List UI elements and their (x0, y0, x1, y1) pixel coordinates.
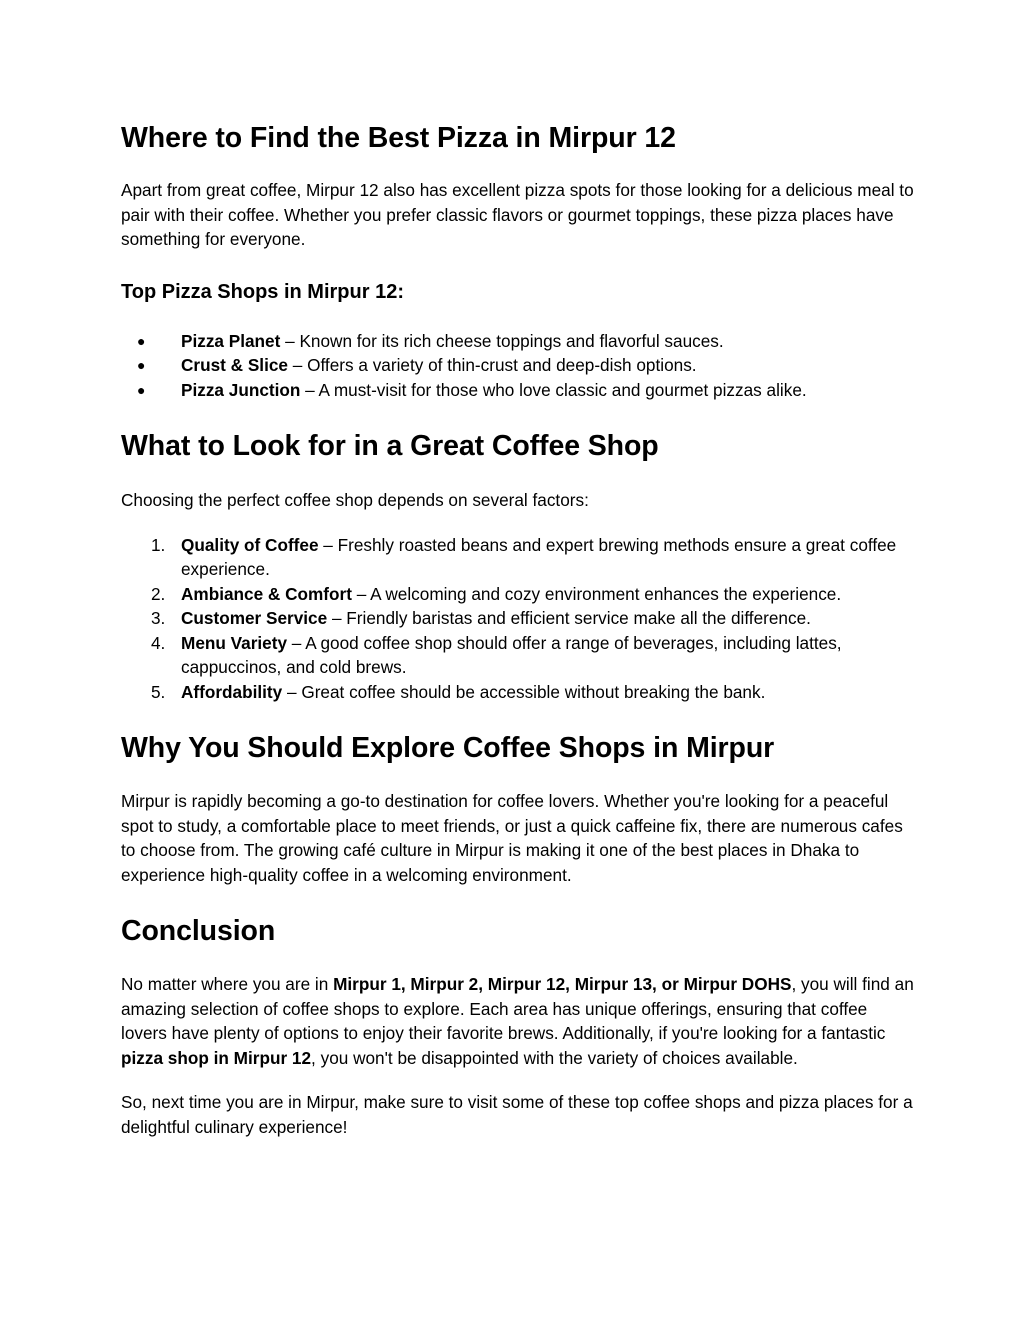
factor-name: Affordability (181, 681, 283, 702)
factor-description: – Friendly baristas and efficient service make all the difference. (327, 608, 811, 628)
bullet-marker: ● (137, 357, 146, 373)
list-item (121, 329, 914, 354)
heading-great-coffee-shop: What to Look for in a Great Coffee Shop (121, 430, 659, 462)
list-item (121, 378, 914, 403)
pizza-shops-list (121, 329, 914, 403)
list-item (121, 353, 914, 378)
shop-name: Pizza Planet (181, 330, 281, 351)
factor-description: – Great coffee should be accessible without breaking the bank. (282, 681, 766, 702)
conclusion-text: , you won't be disappointed with the variety of choices available. (311, 1047, 798, 1068)
shop-description: – Offers a variety of thin-crust and deep-dish options. (287, 355, 697, 375)
subheading-top-pizza-shops: Top Pizza Shops in Mirpur 12: (121, 280, 404, 303)
shop-name: Crust & Slice (181, 355, 288, 375)
factor-name: Ambiance & Comfort (181, 583, 352, 604)
number-marker: 5. (151, 681, 166, 702)
mirpur-paragraph: Mirpur is rapidly becoming a go-to destination for coffee lovers. Whether you're looking for a peaceful spot to study, a comfortable place to meet friends, or just a quick caffeine fix, there are numerous cafes to choose from. The growing café culture in Mirpur is making it one of the best places in Dhaka to experience high-quality coffee in a welcoming environment. (121, 791, 903, 885)
shop-description: – Known for its rich cheese toppings and flavorful sauces. (280, 330, 724, 351)
list-item (121, 582, 914, 607)
heading-explore-coffee-shops: Why You Should Explore Coffee Shops in Mirpur (121, 732, 775, 764)
coffee-shop-intro: Choosing the perfect coffee shop depends on several factors: (121, 490, 589, 510)
conclusion-paragraph (121, 972, 914, 1070)
pizza-intro-paragraph: Apart from great coffee, Mirpur 12 also has excellent pizza spots for those looking for a delicious meal to pair with their coffee. Whether you prefer classic flavors or gourmet toppings, these pizza places have something for everyone. (121, 180, 914, 249)
shop-name: Pizza Junction (181, 379, 301, 400)
factor-name: Menu Variety (181, 632, 288, 653)
factors-list (121, 533, 914, 705)
number-marker: 3. (151, 608, 166, 628)
heading-conclusion: Conclusion (121, 915, 276, 947)
conclusion-text: , you will find an amazing selection of coffee shops to explore. Each area has unique offerings, ensuring that coffee lovers have plenty of options to enjoy their favorite brews. Additionally, if you're looking for a fantastic (121, 974, 914, 1043)
conclusion-text: No matter where you are in (121, 974, 334, 994)
number-marker: 2. (151, 583, 166, 604)
factor-description: – A good coffee shop should offer a range of beverages, including lattes, cappuccinos, and cold brews. (181, 632, 842, 677)
number-marker: 4. (151, 632, 166, 653)
factor-name: Customer Service (181, 608, 328, 628)
shop-description: – A must-visit for those who love classic and gourmet pizzas alike. (300, 379, 807, 400)
list-item (121, 631, 914, 680)
factor-description: – A welcoming and cozy environment enhances the experience. (351, 583, 842, 604)
heading-best-pizza: Where to Find the Best Pizza in Mirpur 12 (121, 122, 676, 154)
list-item (121, 606, 914, 631)
number-marker: 1. (151, 534, 166, 555)
bullet-marker: ● (137, 381, 146, 398)
closing-paragraph: So, next time you are in Mirpur, make sure to visit some of these top coffee shops and pizza places for a delightful culinary experience! (121, 1092, 913, 1137)
conclusion-pizza-bold: pizza shop in Mirpur 12 (121, 1047, 312, 1068)
factor-name: Quality of Coffee (181, 534, 319, 555)
bullet-marker: ● (137, 332, 146, 349)
factor-description: – Freshly roasted beans and expert brewing methods ensure a great coffee experience. (181, 534, 897, 579)
list-item (121, 680, 914, 705)
conclusion-areas-bold: Mirpur 1, Mirpur 2, Mirpur 12, Mirpur 13, or Mirpur DOHS (333, 974, 792, 994)
list-item (121, 533, 914, 582)
